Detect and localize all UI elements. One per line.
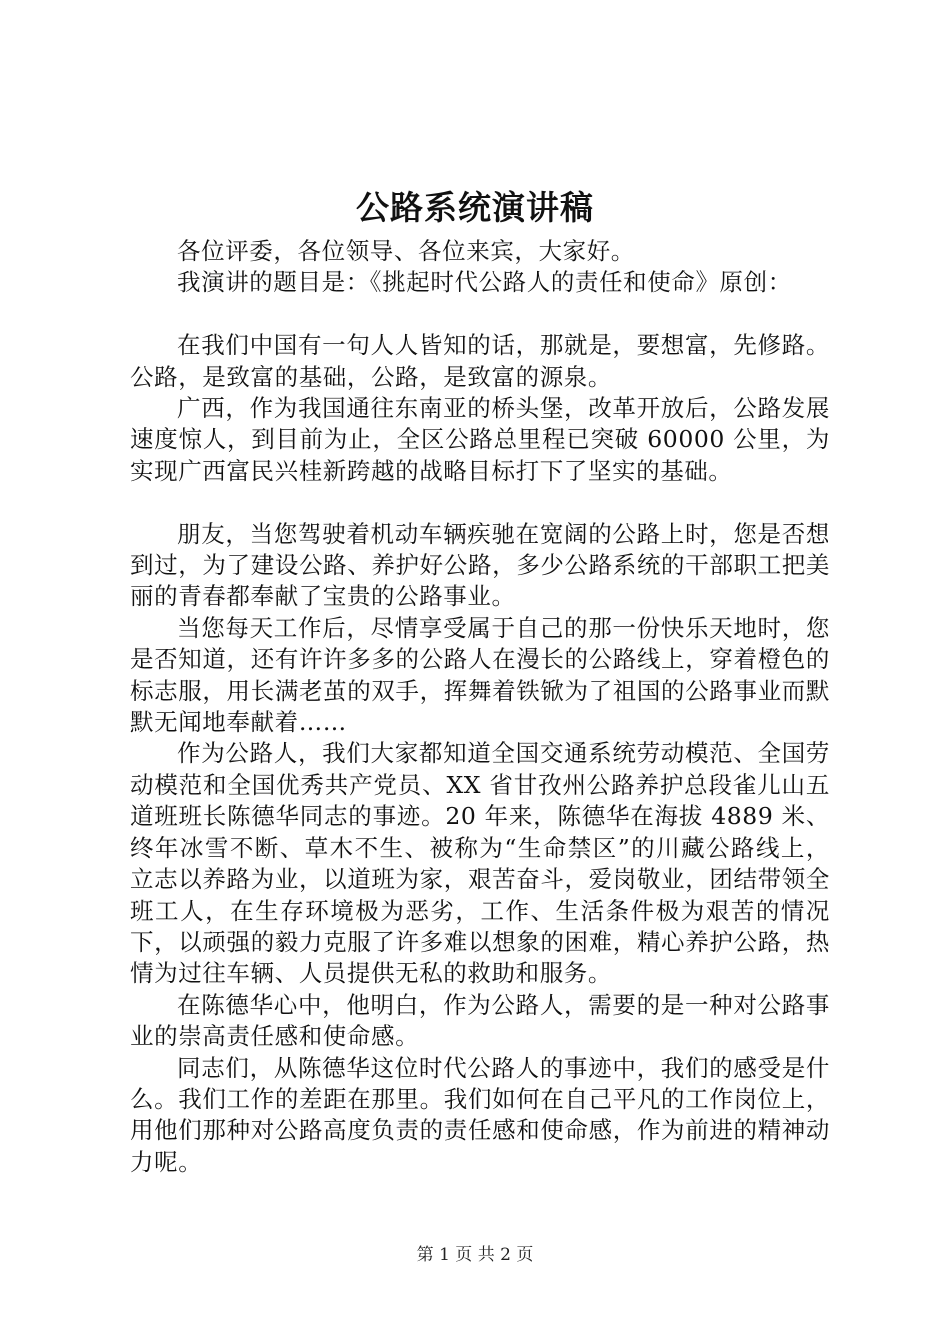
paragraph: 广西，作为我国通往东南亚的桥头堡，改革开放后，公路发展速度惊人，到目前为止，全区公路总里程已突破 60000 公里，为实现广西富民兴桂新跨越的战略目标打下了坚实的基础。 — [130, 394, 830, 485]
paragraph-topic: 我演讲的题目是：《挑起时代公路人的责任和使命》原创： — [177, 268, 792, 297]
paragraph: 在我们中国有一句人人皆知的话，那就是，要想富，先修路。公路，是致富的基础，公路，是致富的源泉。 — [130, 331, 830, 391]
paragraph: 朋友，当您驾驶着机动车辆疾驰在宽阔的公路上时，您是否想到过，为了建设公路、养护好公路，多少公路系统的干部职工把美丽的青春都奉献了宝贵的公路事业。 — [130, 519, 830, 611]
paragraph: 作为公路人，我们大家都知道全国交通系统劳动模范、全国劳动模范和全国优秀共产党员、XX 省甘孜州公路养护总段雀儿山五道班班长陈德华同志的事迹。20 年来，陈德华在海拔 4889 米、终年冰雪不断、草木不生、被称为“生命禁区”的川藏公路线上，立志以养路为业，以道班为家，艰苦奋斗，爱岗敬业，团结带领全班工人，在生存环境极为恶劣，工作、生活条件极为艰苦的情况下，以顽强的毅力克服了许多难以想象的困难，精心养护公路，热情为过往车辆、人员提供无私的救助和服务。 — [130, 739, 830, 988]
paragraph: 当您每天工作后，尽情享受属于自己的那一份快乐天地时，您是否知道，还有许许多多的公路人在漫长的公路线上，穿着橙色的标志服，用长满老茧的双手，挥舞着铁锨为了祖国的公路事业而默默无闻地奉献着…… — [130, 613, 830, 737]
page-number-footer: 第 1 页 共 2 页 — [416, 1245, 534, 1265]
paragraph: 在陈德华心中，他明白，作为公路人，需要的是一种对公路事业的崇高责任感和使命感。 — [130, 990, 830, 1051]
paragraph: 同志们，从陈德华这位时代公路人的事迹中，我们的感受是什么。我们工作的差距在那里。我们如何在自己平凡的工作岗位上，用他们那种对公路高度负责的责任感和使命感，作为前进的精神动力呢。 — [130, 1053, 830, 1176]
paragraph-greeting: 各位评委，各位领导、各位来宾，大家好。 — [177, 237, 635, 265]
document-body — [130, 236, 830, 1178]
document-title: 公路系统演讲稿 — [356, 188, 594, 227]
